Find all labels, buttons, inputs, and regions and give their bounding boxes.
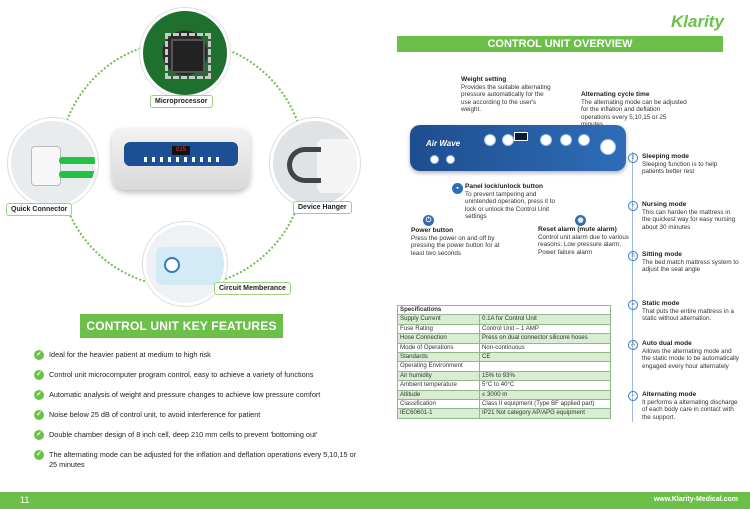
- lock-button[interactable]: [446, 155, 455, 164]
- hose-icon: [59, 171, 98, 178]
- nursing-mode-icon: +: [628, 201, 638, 211]
- static-mode: = Static mode That puts the entire mattress in a static without alternation.: [628, 300, 740, 323]
- table-row: Mode of Operations Non-continuous: [398, 343, 611, 352]
- weight-minus-button[interactable]: [484, 134, 496, 146]
- device-display: 015: [172, 146, 190, 155]
- alternating-mode: ~ Alternating mode It performs a alternating discharge of each body care in contact with the support.: [628, 391, 740, 421]
- check-icon: ✓: [34, 450, 44, 460]
- membrane-button-icon: [164, 257, 180, 273]
- check-icon: ✓: [34, 390, 44, 400]
- sitting-mode-icon: h: [628, 251, 638, 261]
- chip-icon: [171, 39, 205, 73]
- list-item: ✓ Noise below 25 dB of control unit, to avoid interference for patient: [34, 410, 364, 420]
- table-row: IEC60601-1 IP21 Not category AP/APG equipment: [398, 409, 611, 418]
- table-row: Altitude ≤ 3000 m: [398, 390, 611, 399]
- control-panel-illustration: [410, 125, 626, 171]
- list-item: ✓ Double chamber design of 8 inch cell, deep 210 mm cells to prevent 'bottoming out': [34, 430, 364, 440]
- alternating-button[interactable]: [600, 139, 616, 155]
- table-row: Fuse Rating Control Unit – 1 AMP: [398, 324, 611, 333]
- power-button[interactable]: [430, 155, 439, 164]
- reset-alarm-callout: [538, 226, 630, 256]
- specifications-table: [397, 305, 611, 419]
- table-row: Operating Environment: [398, 362, 611, 371]
- callout-text: Press the power on and off by pressing the power button for at least two seconds: [411, 234, 500, 257]
- device-hanger-label: Device Hanger: [293, 201, 352, 214]
- callout-text: The alternating mode can be adjusted for the inflation and deflation operations every 5,10,15 or 25: [581, 98, 687, 121]
- callout-title: Power button: [411, 227, 454, 234]
- check-icon: ✓: [34, 350, 44, 360]
- check-icon: ✓: [34, 430, 44, 440]
- sleeping-mode-icon: z: [628, 153, 638, 163]
- check-icon: ✓: [34, 410, 44, 420]
- hanger-hook-icon: [287, 147, 321, 183]
- callout-text: To prevent tampering and unintended operation, press it to lock or unlock the Control Unit settings: [465, 190, 555, 221]
- callout-text: Control unit alarm due to various reasons: Low pressure alarm; Power failure alarm: [538, 233, 630, 256]
- callout-text: Provides the suitable alternating pressure automatically for the use according to the user's weight.: [461, 83, 551, 114]
- callout-title: Weight setting: [461, 76, 507, 83]
- table-row: Supply Current 0.1A for Control Unit: [398, 315, 611, 324]
- static-mode-icon: =: [628, 300, 638, 310]
- overview-title: CONTROL UNIT OVERVIEW: [397, 36, 723, 52]
- auto-dual-mode: A Auto dual mode Allows the alternating mode and the static mode to be automatically engaged every hour alternately: [628, 340, 740, 370]
- callout-title: Alternating cycle time: [581, 91, 650, 98]
- table-header-row: [398, 306, 611, 315]
- device-control-panel: [124, 142, 238, 166]
- list-item: ✓ Automatic analysis of weight and pressure changes to achieve low pressure comfort: [34, 390, 364, 400]
- power-icon: ⏻: [423, 215, 434, 226]
- auto-dual-mode-icon: A: [628, 340, 638, 350]
- brand-logo: Klarity: [671, 12, 724, 31]
- mode-button[interactable]: [560, 134, 572, 146]
- mode-button[interactable]: [578, 134, 590, 146]
- power-button-callout: [411, 227, 507, 257]
- device-body-icon: [317, 139, 357, 193]
- cycle-button[interactable]: [540, 134, 552, 146]
- list-item: ✓ Control unit microcomputer program control, easy to achieve a variety of functions: [34, 370, 364, 380]
- callout-title: Reset alarm (mute alarm): [538, 226, 617, 233]
- list-item: ✓ Ideal for the heavier patient at medium to high risk: [34, 350, 364, 360]
- connector-icon: [31, 146, 61, 186]
- check-icon: ✓: [34, 370, 44, 380]
- features-list: [34, 350, 364, 480]
- panel-display: [514, 132, 528, 141]
- page-number: 11: [20, 495, 30, 505]
- right-page: [375, 0, 750, 509]
- weight-setting-callout: [461, 76, 553, 114]
- table-row: Standards CE: [398, 353, 611, 362]
- cycle-time-callout: [581, 91, 687, 129]
- table-header: Specifications: [398, 306, 611, 315]
- callout-title: Panel lock/unlock button: [465, 183, 544, 190]
- quick-connector-photo: [8, 118, 98, 208]
- modes-connector-line: [632, 152, 633, 422]
- hose-icon: [59, 157, 98, 164]
- device-hanger-photo: [270, 118, 360, 208]
- left-footer: [0, 492, 375, 509]
- weight-plus-button[interactable]: [502, 134, 514, 146]
- features-title: CONTROL UNIT KEY FEATURES: [80, 314, 283, 338]
- circuit-membrane-label: Circuit Memberance: [214, 282, 291, 295]
- table-row: Hose Connection Press on dual connector silicone hoses: [398, 334, 611, 343]
- sitting-mode: h Sitting mode The bed match mattress system to adjust the seat angle: [628, 251, 740, 274]
- quick-connector-label: Quick Connector: [6, 203, 72, 216]
- microprocessor-photo: [140, 8, 230, 98]
- alternating-mode-icon: ~: [628, 391, 638, 401]
- list-item: ✓ The alternating mode can be adjusted for the inflation and deflation operations every 5,10,15 or 25 minutes: [34, 450, 364, 470]
- website-url[interactable]: www.Klarity-Medical.com: [653, 496, 738, 503]
- panel-lock-callout: [453, 183, 563, 221]
- control-unit-device: [112, 128, 250, 190]
- nursing-mode: + Nursing mode This can harden the mattress in the quickest way for easy nursing about 30 minutes: [628, 201, 740, 231]
- alarm-icon: ◉: [575, 215, 586, 226]
- device-buttons-icon: [144, 157, 224, 162]
- table-row: Air humidity 15% to 93%: [398, 371, 611, 380]
- table-row: Ambient temperature 5°C to 40°C: [398, 381, 611, 390]
- right-footer: [375, 492, 750, 509]
- microprocessor-label: Microprocessor: [150, 95, 213, 108]
- panel-brand: Air Wave: [426, 139, 461, 148]
- sleeping-mode: z Sleeping mode Sleeping function is to help patients better rest: [628, 153, 740, 176]
- lock-icon: ▪: [452, 183, 463, 194]
- table-row: Classification Class II equipment (Type BF applied part): [398, 400, 611, 409]
